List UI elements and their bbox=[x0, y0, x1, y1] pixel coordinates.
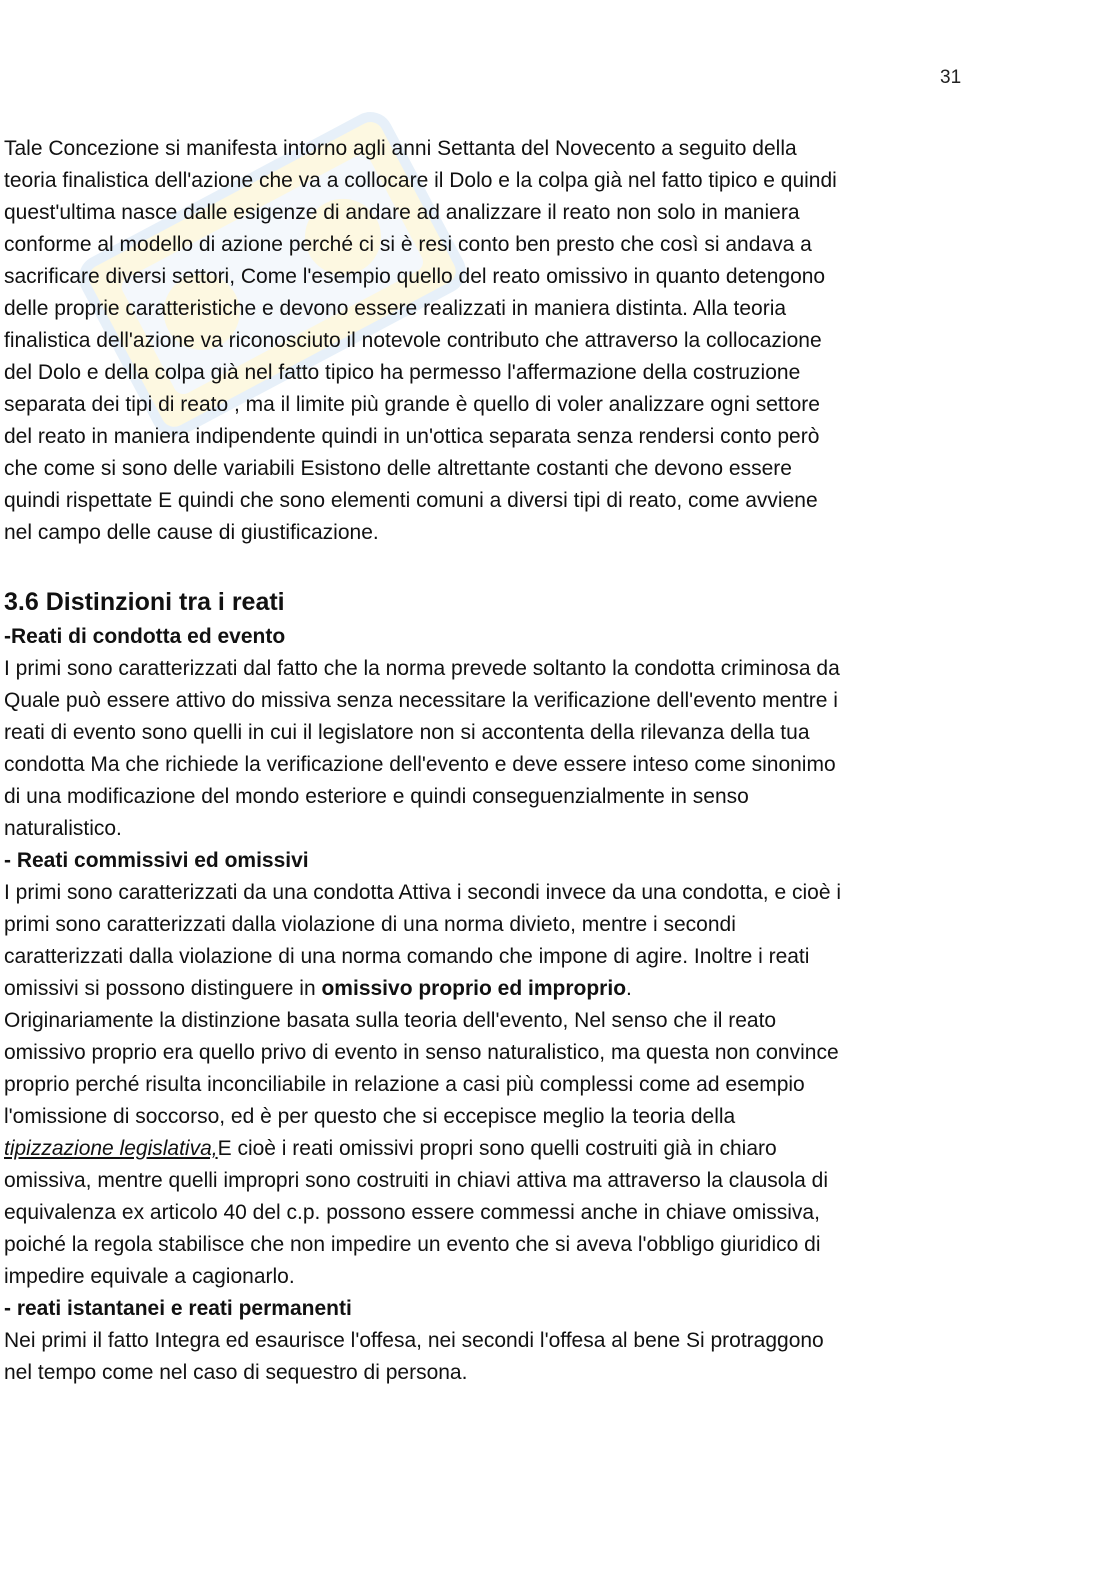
paragraph-line: I primi sono caratterizzati da una condotta Attiva i secondi invece da una condotta, e cioè i bbox=[4, 881, 841, 904]
text-run: E cioè i reati omissivi propri sono quelli costruiti già in chiaro bbox=[217, 1137, 777, 1160]
paragraph-commissivi-omissivi bbox=[4, 877, 994, 1293]
paragraph-istantanei-permanenti bbox=[4, 1325, 994, 1389]
paragraph-line: omissiva, mentre quelli impropri sono costruiti in chiavi attiva ma attraverso la clausola di bbox=[4, 1169, 829, 1192]
section-heading: 3.6 Distinzioni tra i reati bbox=[4, 588, 285, 616]
paragraph-line: del Dolo e della colpa già nel fatto tipico ha permesso l'affermazione della costruzione bbox=[4, 361, 801, 384]
paragraph-line: nel campo delle cause di giustificazione. bbox=[4, 521, 379, 544]
text-run: omissivi si possono distinguere in bbox=[4, 977, 322, 1000]
paragraph-line: naturalistico. bbox=[4, 817, 122, 840]
paragraph-line: Nei primi il fatto Integra ed esaurisce l'offesa, nei secondi l'offesa al bene Si protraggono bbox=[4, 1329, 824, 1352]
subsection-heading-condotta-evento: -Reati di condotta ed evento bbox=[4, 625, 286, 648]
paragraph-line: del reato in maniera indipendente quindi in un'ottica separata senza rendersi conto però bbox=[4, 425, 820, 448]
paragraph-line: separata dei tipi di reato , ma il limite più grande è quello di voler analizzare ogni settore bbox=[4, 393, 820, 416]
paragraph-line: di una modificazione del mondo esteriore e quindi conseguenzialmente in senso bbox=[4, 785, 749, 808]
paragraph-line: I primi sono caratterizzati dal fatto che la norma prevede soltanto la condotta criminosa da bbox=[4, 657, 840, 680]
paragraph-line: conforme al modello di azione perché ci si è resi conto ben presto che così si andava a bbox=[4, 233, 812, 256]
paragraph-condotta-evento bbox=[4, 653, 994, 845]
paragraph-line: reati di evento sono quelli in cui il legislatore non si accontenta della rilevanza della tua bbox=[4, 721, 810, 744]
subsection-heading-commissivi-omissivi: - Reati commissivi ed omissivi bbox=[4, 849, 309, 872]
paragraph-line: primi sono caratterizzati dalla violazione di una norma divieto, mentre i secondi bbox=[4, 913, 736, 936]
section-spacer bbox=[4, 549, 994, 585]
page-number: 31 bbox=[940, 67, 962, 88]
paragraph-line: Tale Concezione si manifesta intorno agli anni Settanta del Novecento a seguito della bbox=[4, 137, 797, 160]
paragraph-line: caratterizzati dalla violazione di una norma comando che impone di agire. Inoltre i reati bbox=[4, 945, 810, 968]
paragraph-line: condotta Ma che richiede la verificazione dell'evento e deve essere inteso come sinonimo bbox=[4, 753, 836, 776]
paragraph-line: quest'ultima nasce dalle esigenze di andare ad analizzare il reato non solo in maniera bbox=[4, 201, 800, 224]
paragraph-line: nel tempo come nel caso di sequestro di persona. bbox=[4, 1361, 468, 1384]
text-run: . bbox=[626, 977, 632, 1000]
intro-paragraph bbox=[4, 133, 994, 549]
paragraph-line: sacrificare diversi settori, Come l'esempio quello del reato omissivo in quanto detengono bbox=[4, 265, 826, 288]
bold-term: omissivo proprio ed improprio bbox=[321, 977, 627, 1000]
document-body bbox=[4, 133, 994, 1389]
paragraph-line: equivalenza ex articolo 40 del c.p. possono essere commessi anche in chiave omissiva, bbox=[4, 1201, 820, 1224]
paragraph-line: che come si sono delle variabili Esistono delle altrettante costanti che devono essere bbox=[4, 457, 792, 480]
paragraph-line: delle proprie caratteristiche e devono essere realizzati in maniera distinta. Alla teoria bbox=[4, 297, 787, 320]
paragraph-line: impedire equivale a cagionarlo. bbox=[4, 1265, 295, 1288]
paragraph-line-with-term bbox=[4, 1133, 994, 1165]
paragraph-line: proprio perché risulta inconciliabile in relazione a casi più complessi come ad esempio bbox=[4, 1073, 805, 1096]
paragraph-line: Originariamente la distinzione basata sulla teoria dell'evento, Nel senso che il reato bbox=[4, 1009, 777, 1032]
paragraph-line: Quale può essere attivo do missiva senza necessitare la verificazione dell'evento mentre i bbox=[4, 689, 838, 712]
paragraph-line: finalistica dell'azione va riconosciuto il notevole contributo che attraverso la collocazione bbox=[4, 329, 822, 352]
underlined-term: tipizzazione legislativa, bbox=[4, 1137, 218, 1160]
paragraph-line: teoria finalistica dell'azione che va a collocare il Dolo e la colpa già nel fatto tipico e quindi bbox=[4, 169, 837, 192]
paragraph-line: l'omissione di soccorso, ed è per questo che si eccepisce meglio la teoria della bbox=[4, 1105, 736, 1128]
subsection-heading-istantanei-permanenti: - reati istantanei e reati permanenti bbox=[4, 1297, 352, 1320]
paragraph-line: poiché la regola stabilisce che non impedire un evento che si aveva l'obbligo giuridico di bbox=[4, 1233, 821, 1256]
paragraph-line: omissivo proprio era quello privo di evento in senso naturalistico, ma questa non convince bbox=[4, 1041, 839, 1064]
paragraph-line-with-bold bbox=[4, 973, 994, 1005]
paragraph-line: quindi rispettate E quindi che sono elementi comuni a diversi tipi di reato, come avviene bbox=[4, 489, 818, 512]
